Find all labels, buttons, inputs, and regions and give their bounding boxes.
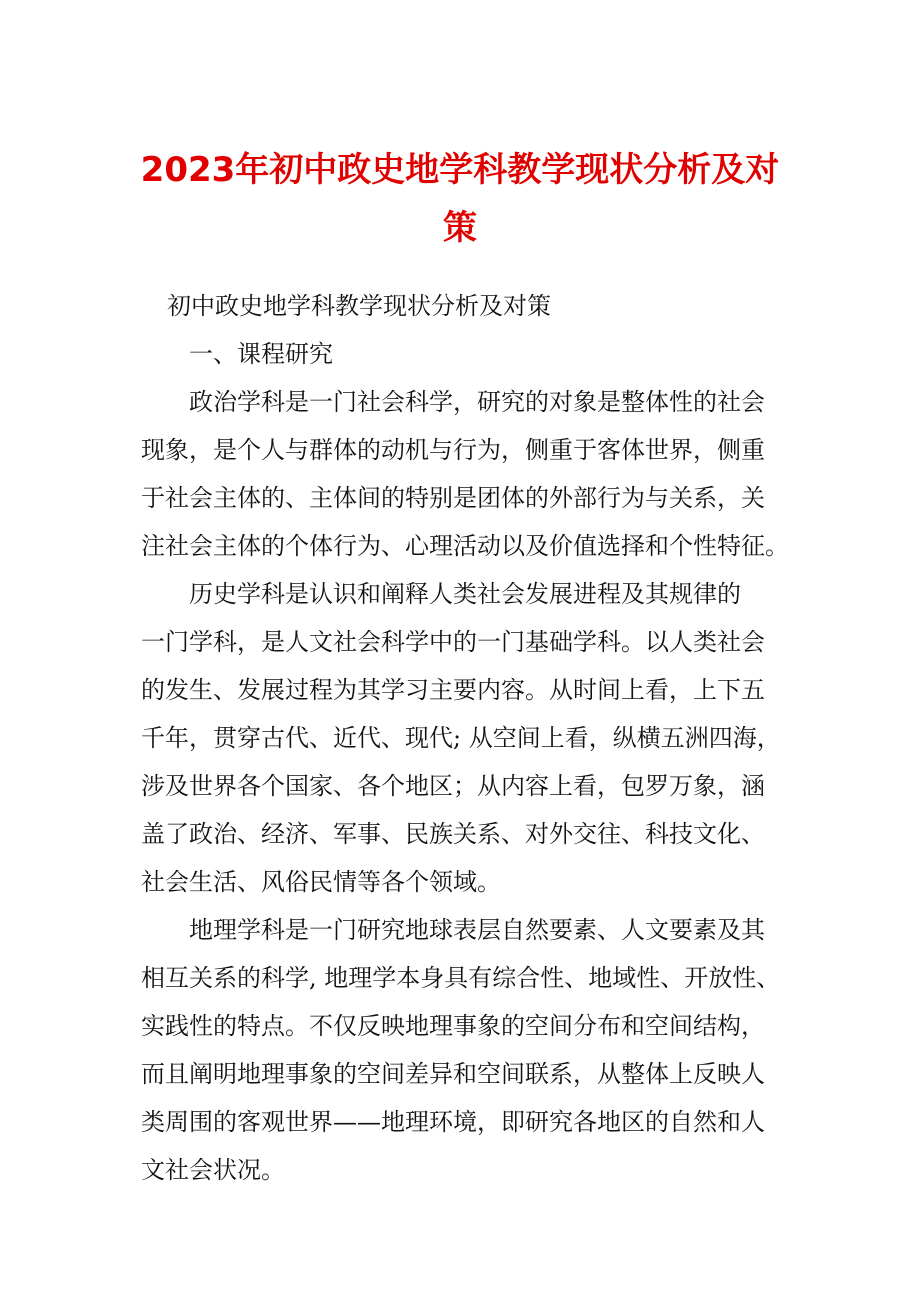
document-title-line-2: 策	[443, 208, 477, 248]
paragraph-line: 政治学科是一门社会科学，研究的对象是整体性的社会	[189, 388, 765, 416]
paragraph-line: 社会生活、风俗民情等各个领域。	[141, 868, 501, 896]
paragraph-line: 的发生、发展过程为其学习主要内容。从时间上看，上下五	[141, 676, 765, 704]
paragraph-line: 而且阐明地理事象的空间差异和空间联系，从整体上反映人	[141, 1060, 765, 1088]
paragraph-line: 千年，贯穿古代、近代、现代; 从空间上看，纵横五洲四海，	[141, 724, 781, 752]
paragraph-line: 一门学科，是人文社会科学中的一门基础学科。以人类社会	[141, 628, 765, 656]
paragraph-line: 实践性的特点。不仅反映地理事象的空间分布和空间结构，	[141, 1012, 765, 1040]
paragraph-line: 历史学科是认识和阐释人类社会发展进程及其规律的	[189, 580, 741, 608]
paragraph-line: 文社会状况。	[141, 1156, 285, 1184]
section-heading: 一、课程研究	[189, 340, 333, 368]
paragraph-line: 盖了政治、经济、军事、民族关系、对外交往、科技文化、	[141, 820, 765, 848]
paragraph-politics	[141, 378, 801, 570]
paragraph-line: 类周围的客观世界——地理环境，即研究各地区的自然和人	[141, 1108, 765, 1136]
document-subtitle: 初中政史地学科教学现状分析及对策	[167, 292, 551, 320]
paragraph-line: 地理学科是一门研究地球表层自然要素、人文要素及其	[189, 916, 765, 944]
paragraph-line: 相互关系的科学, 地理学本身具有综合性、地域性、开放性、	[141, 964, 781, 992]
paragraph-line: 注社会主体的个体行为、心理活动以及价值选择和个性特征。	[141, 532, 789, 560]
paragraph-geography	[141, 906, 801, 1194]
paragraph-history	[141, 570, 801, 906]
document-body	[141, 282, 801, 1194]
paragraph-line: 于社会主体的、主体间的特别是团体的外部行为与关系，关	[141, 484, 765, 512]
paragraph-line: 涉及世界各个国家、各个地区；从内容上看，包罗万象，涵	[141, 772, 765, 800]
paragraph-line: 现象，是个人与群体的动机与行为，侧重于客体世界，侧重	[141, 436, 765, 464]
document-title-line-1: 2023年初中政史地学科教学现状分析及对	[140, 150, 780, 190]
